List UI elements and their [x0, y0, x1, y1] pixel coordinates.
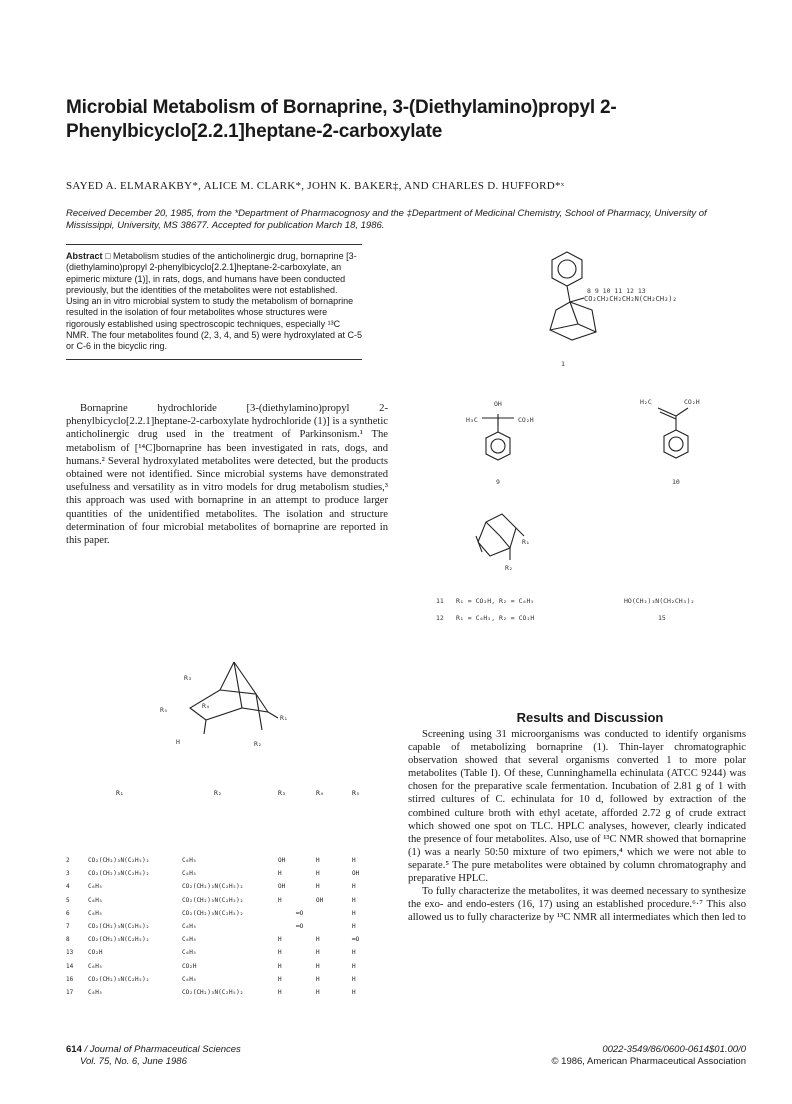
table-cell: CO₂(CH₂)₃N(C₂H₅)₂: [88, 857, 150, 865]
table-cell: 4: [66, 883, 70, 891]
table-cell: H: [278, 962, 282, 970]
structure-9-co2h: CO₂H: [518, 416, 534, 424]
structure-11-substituents: R₁ = CO₂H, R₂ = C₆H₅: [456, 597, 535, 605]
intro-paragraph: Bornaprine hydrochloride [3-(diethylamino)propyl 2-phenylbicyclo[2.2.1]heptane-2-carboxylate hydrochloride (1)] is a synthetic anticholinergic drug used in the treatment of Parkinsonism.¹ The metabolism of [¹⁴C]bornaprine has been investigated in rats, dogs, and humans.² Several hydroxylated metabolites were detected, but the products obtained were not identified. Since microbial systems have demonstrated usefulness and versatility as in vitro models for drug metabolism studies,³ this approach was used with bornaprine in an attempt to produce larger quantities of the unidentified metabolites. The isolation and structure determination of four microbial metabolites of bornaprine are reported in this paper.: [66, 403, 388, 547]
received-note: Received December 20, 1985, from the *Department of Pharmacognosy and the ‡Department of Medicinal Chemistry, School of Pharmacy, University of Mississippi, University, MS 38677. Accepted for publication March 18, 1986.: [66, 208, 707, 231]
structure-15-formula: HO(CH₂)₃N(CH₂CH₃)₂: [624, 597, 695, 605]
table-cell: C₆H₅: [182, 870, 197, 878]
footer-copyright: [520, 1044, 746, 1068]
table-row: [66, 920, 382, 933]
table-row: [66, 986, 382, 999]
general-r1: R₁: [280, 714, 288, 722]
general-r4: R₄: [202, 702, 210, 710]
table-cell: CO₂(CH₂)₃N(C₂H₅)₂: [88, 936, 150, 944]
table-cell: C₆H₅: [88, 909, 103, 917]
table-cell: CO₂(CH₂)₃N(C₂H₅)₂: [182, 883, 244, 891]
table-header: R₅: [352, 789, 360, 797]
table-cell: H: [352, 857, 356, 865]
table-cell: CO₂(CH₂)₃N(C₂H₅)₂: [182, 909, 244, 917]
abstract-label: Abstract □: [66, 251, 111, 261]
general-r2: R₂: [254, 740, 262, 748]
results-heading: Results and Discussion: [516, 710, 664, 725]
table-cell: H: [278, 870, 282, 878]
table-cell: OH: [352, 870, 360, 878]
table-cell: 14: [66, 962, 74, 970]
table-header-row: [66, 786, 382, 800]
table-cell: C₆H₅: [182, 857, 197, 865]
table-cell: H: [352, 896, 356, 904]
table-cell: C₆H₅: [88, 896, 103, 904]
structure-1: [520, 240, 670, 370]
table-header: [66, 786, 88, 800]
table-cell: CO₂(CH₂)₃N(C₂H₅)₂: [88, 923, 150, 931]
table-cell: CO₂(CH₂)₃N(C₂H₅)₂: [88, 870, 150, 878]
table-cell: OH: [278, 883, 286, 891]
structure-12-substituents: R₁ = C₆H₅, R₂ = CO₂H: [456, 614, 535, 622]
table-cell: 6: [66, 909, 70, 917]
table-cell: H: [316, 975, 320, 983]
table-cell: H: [278, 936, 282, 944]
footer-journal: [66, 1044, 241, 1068]
table-cell: H: [352, 883, 356, 891]
results-paragraph-2: To fully characterize the metabolites, it was deemed necessary to synthesize the exo- and endo-esters (16, 17) using an established procedure.⁶·⁷ This also allowed us to fully characterize by ¹³C NMR all intermediates which then led to: [408, 886, 746, 924]
structure-11-label: 11: [436, 597, 444, 605]
table-cell: ═O: [296, 923, 304, 931]
table-cell: H: [278, 975, 282, 983]
table-cell: H: [316, 988, 320, 996]
table-cell: 7: [66, 923, 70, 931]
structure-9-h3c: H₃C: [466, 416, 478, 424]
table-header: R₂: [214, 789, 222, 797]
table-cell: CO₂H: [88, 949, 103, 957]
structure-9: [462, 398, 572, 478]
table-cell: H: [316, 857, 320, 865]
table-cell: 16: [66, 975, 74, 983]
table-cell: ═O: [352, 936, 360, 944]
table-header: R₃: [278, 789, 286, 797]
table-cell: 2: [66, 857, 70, 865]
author-list: SAYED A. ELMARAKBY*, ALICE M. CLARK*, JOHN K. BAKER‡, AND CHARLES D. HUFFORD*ˣ: [66, 180, 565, 192]
structure-1-label: 1: [561, 360, 565, 368]
journal-name: / Journal of Pharmaceutical Sciences: [81, 1044, 241, 1055]
table-cell: H: [352, 975, 356, 983]
table-cell: CO₂(CH₂)₃N(C₂H₅)₂: [88, 975, 150, 983]
structure-12-label: 12: [436, 614, 444, 622]
structure-10-label: 10: [672, 478, 680, 486]
table-cell: C₆H₅: [182, 975, 197, 983]
table-row: [66, 880, 382, 893]
table-cell: CO₂(CH₂)₃N(C₂H₅)₂: [182, 896, 244, 904]
table-cell: H: [352, 988, 356, 996]
results-body: [408, 728, 746, 924]
table-cell: C₆H₅: [88, 883, 103, 891]
general-r3: R₃: [184, 674, 192, 682]
table-row: [66, 946, 382, 959]
journal-volume: Vol. 75, No. 6, June 1986: [80, 1056, 187, 1067]
table-cell: 3: [66, 870, 70, 878]
table-cell: C₆H₅: [88, 988, 103, 996]
table-row: [66, 894, 382, 907]
table-cell: 17: [66, 988, 74, 996]
structure-1-numbers: 8 9 10 11 12 13: [587, 287, 646, 295]
results-paragraph-1: Screening using 31 microorganisms was conducted to identify organisms capable of metabolizing bornaprine (1). Thin-layer chromatographic observation showed that several organisms converted 1 to more polar metabolites (Table I). Of these, Cunninghamella echinulata (ATCC 9244) was chosen for the preparative scale fermentation. Incubation of 2.81 g of 1 with stirred cultures of C. echinulata for 10 d, followed by extraction of the combined culture broth with ethyl acetate, afforded 2.72 g of crude extract which showed one spot on TLC. HPLC analyses, however, clearly indicated the presence of four metabolites. Also, use of ¹³C NMR showed that bornaprine (1) was a nearly 50:50 mixture of two epimers,⁴ which we were not able to separate.⁵ The pure metabolites were obtained by column chromatography and preparative HPLC.: [408, 729, 746, 885]
structure-10-co2h: CO₂H: [684, 398, 700, 406]
table-cell: CO₂(CH₂)₃N(C₂H₅)₂: [182, 988, 244, 996]
table-cell: CO₂H: [182, 962, 197, 970]
table-cell: H: [352, 949, 356, 957]
general-h: H: [176, 738, 180, 746]
structure-10: [640, 398, 740, 478]
structure-1-chain: CO₂CH₂CH₂CH₂N(CH₂CH₃)₂: [584, 295, 677, 303]
table-row: [66, 933, 382, 946]
table-cell: H: [316, 870, 320, 878]
structure-11-r1: R₁: [522, 538, 530, 546]
table-cell: H: [278, 988, 282, 996]
table-cell: H: [316, 962, 320, 970]
structure-9-oh: OH: [494, 400, 502, 408]
table-row: [66, 854, 382, 867]
structure-15-label: 15: [658, 614, 666, 622]
table-cell: H: [316, 883, 320, 891]
table-row: [66, 973, 382, 986]
table-cell: H: [316, 936, 320, 944]
table-cell: H: [278, 949, 282, 957]
table-header: R₄: [316, 789, 324, 797]
table-row: [66, 960, 382, 973]
table-cell: C₆H₅: [88, 962, 103, 970]
table-cell: OH: [278, 857, 286, 865]
table-cell: C₆H₅: [182, 923, 197, 931]
table-cell: C₆H₅: [182, 949, 197, 957]
table-cell: H: [316, 949, 320, 957]
abstract-text: Metabolism studies of the anticholinergic drug, bornaprine [3-(diethylamino)propyl 2-phenylbicyclo[2.2.1]heptane-2-carboxylate, an epimeric mixture (1)], in rats, dogs, and humans have been conducted previously, but the identities of the metabolites were not established. Using an in vitro microbial system to study the metabolism of bornaprine resulted in the isolation of four metabolites whose structures were rigorously established using spectroscopic techniques, especially ¹³C NMR. The four metabolites found (2, 3, 4, and 5) were hydroxylated at C-5 or C-6 in the bicyclic ring.: [66, 251, 362, 352]
table-row: [66, 907, 382, 920]
table-cell: H: [278, 896, 282, 904]
table-cell: H: [352, 923, 356, 931]
structure-9-label: 9: [496, 478, 500, 486]
structure-10-h2c: H₂C: [640, 398, 652, 406]
substituent-table: [66, 786, 384, 999]
page-number: 614: [66, 1044, 82, 1055]
table-row: [66, 867, 382, 880]
structure-general: [160, 650, 310, 750]
structure-11-r2: R₂: [505, 564, 513, 572]
general-r5: R₅: [160, 706, 168, 714]
article-title: Microbial Metabolism of Bornaprine, 3-(Diethylamino)propyl 2-Phenylbicyclo[2.2.1]heptane-2-carboxylate: [66, 97, 617, 142]
article-code: 0022-3549/86/0600-0614$01.00/0: [602, 1044, 746, 1055]
table-cell: C₆H₅: [182, 936, 197, 944]
table-cell: H: [352, 962, 356, 970]
table-cell: 8: [66, 936, 70, 944]
table-cell: OH: [316, 896, 324, 904]
copyright-line: © 1986, American Pharmaceutical Association: [551, 1056, 746, 1067]
table-cell: ═O: [296, 909, 304, 917]
table-cell: 5: [66, 896, 70, 904]
table-header: R₁: [116, 789, 124, 797]
table-cell: 13: [66, 949, 74, 957]
abstract: [66, 244, 362, 360]
table-cell: H: [352, 909, 356, 917]
